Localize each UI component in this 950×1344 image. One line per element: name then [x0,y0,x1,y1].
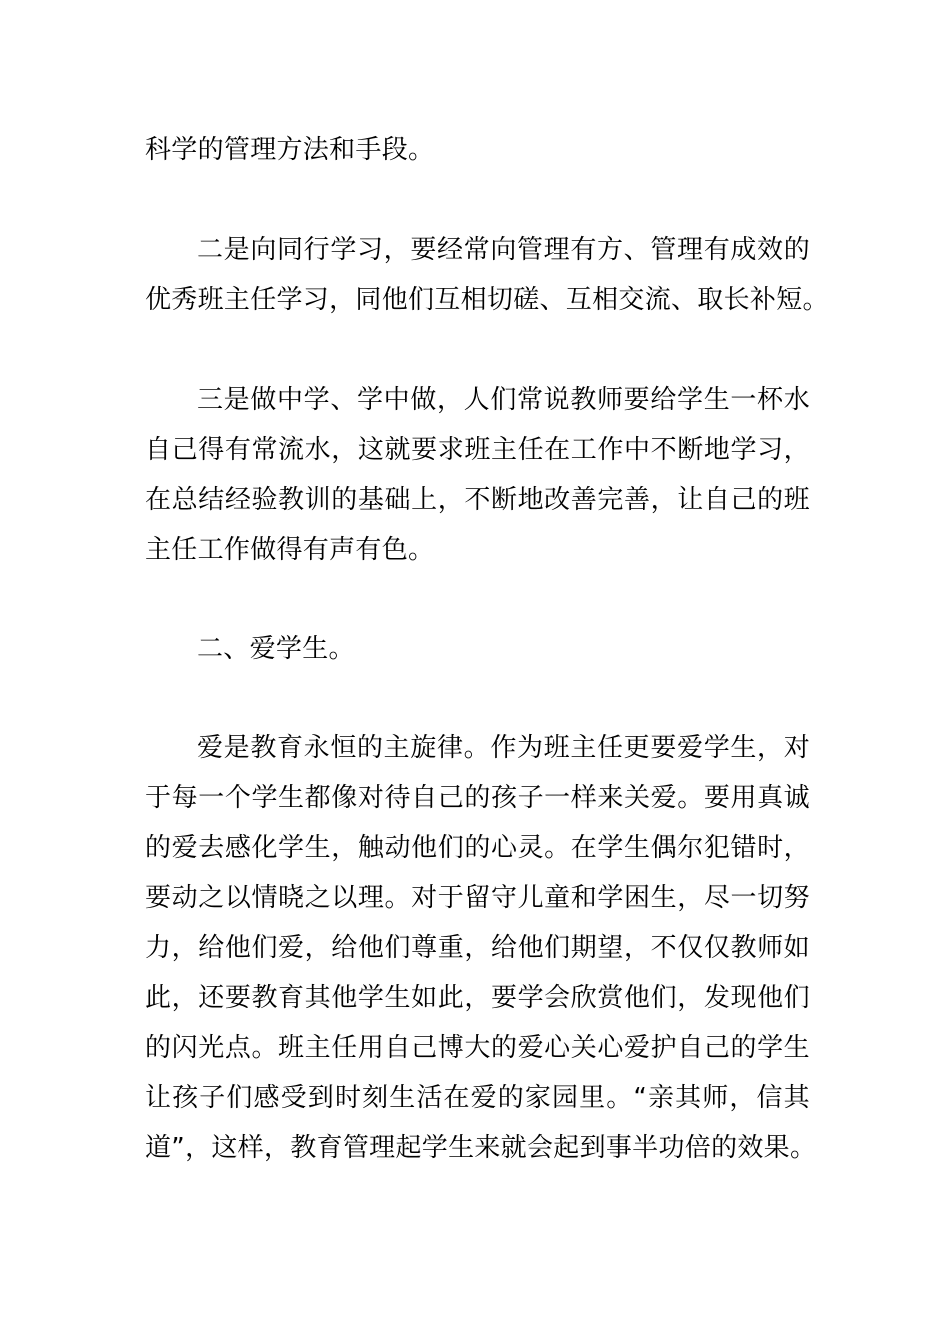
text-line: 自己得有常流水，这就要求班主任在工作中不断地学习， [145,435,810,465]
section-heading: 二、爱学生。 [197,634,355,664]
text-line: 主任工作做得有声有色。 [145,535,435,565]
text-line: 在总结经验教训的基础上，不断地改善完善，让自己的班 [145,485,810,515]
text-line: 优秀班主任学习，同他们互相切磋、互相交流、取长补短。 [145,285,829,315]
text-line: 道”，这样，教育管理起学生来就会起到事半功倍的效果。 [145,1133,817,1163]
text-line: 的闪光点。班主任用自己博大的爱心关心爱护自己的学生 [145,1033,810,1063]
text-line: 让孩子们感受到时刻生活在爱的家园里。“亲其师，信其 [145,1083,810,1113]
text-line: 三是做中学、学中做，人们常说教师要给学生一杯水 [197,385,810,415]
text-line: 的爱去感化学生，触动他们的心灵。在学生偶尔犯错时， [145,833,810,863]
paragraph-learn-by-doing [145,375,810,575]
text-line: 力，给他们爱，给他们尊重，给他们期望，不仅仅教师如 [145,933,810,963]
paragraph-learn-from-peers [145,225,829,325]
paragraph-love-education [145,723,817,1173]
paragraph-continuation [145,125,810,175]
text-line: 要动之以情晓之以理。对于留守儿童和学困生，尽一切努 [145,883,810,913]
section-heading-love-students [145,624,810,674]
text-line: 此，还要教育其他学生如此，要学会欣赏他们，发现他们 [145,983,810,1013]
text-line: 二是向同行学习，要经常向管理有方、管理有成效的 [197,235,810,265]
text-line: 爱是教育永恒的主旋律。作为班主任更要爱学生，对 [197,733,810,763]
text-line: 科学的管理方法和手段。 [145,135,435,165]
text-line: 于每一个学生都像对待自己的孩子一样来关爱。要用真诚 [145,783,810,813]
